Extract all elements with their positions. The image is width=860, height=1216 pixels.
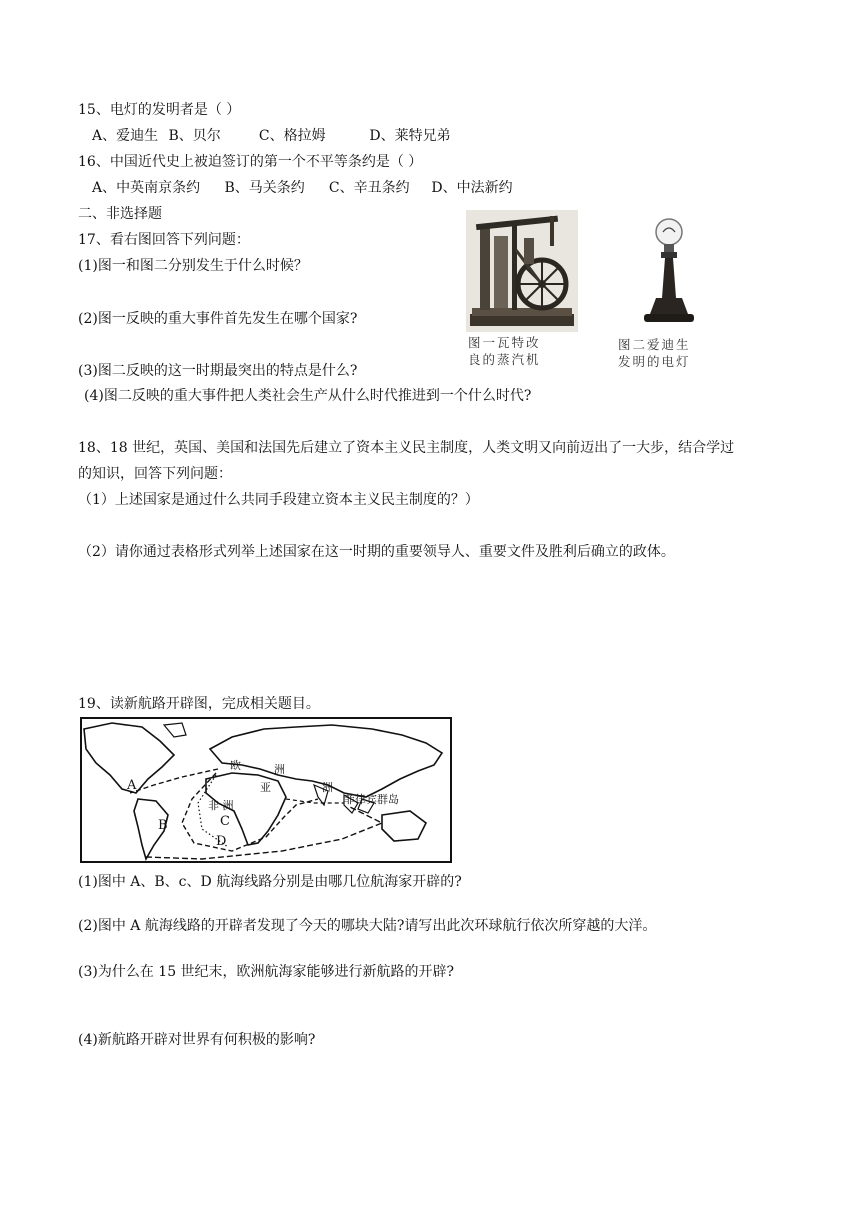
map-label-d: D [216, 834, 227, 849]
map-label-philippines: 菲律宾群岛 [344, 793, 399, 806]
q15-option-c: C、格拉姆 [258, 128, 326, 144]
figure1-caption [468, 334, 541, 368]
map-label-asia-1: 亚 [260, 781, 271, 794]
map-label-asia-3: 洲 [322, 781, 333, 794]
q16-question: 16、中国近代史上被迫签订的第一个不平等条约是（ ） [78, 154, 423, 170]
q19-sub2: (2)图中 A 航海线路的开辟者发现了今天的哪块大陆?请写出此次环球航行依次所穿越的大洋。 [78, 918, 657, 934]
steam-engine-figure [466, 210, 578, 332]
q18-stem-line1: 18、18 世纪，英国、美国和法国先后建立了资本主义民主制度，人类文明又向前迈出了一大步，结合学过 [78, 440, 735, 456]
q16-option-d: D、中法新约 [431, 180, 513, 196]
map-label-c: C [220, 814, 230, 829]
q17-sub2: (2)图一反映的重大事件首先发生在哪个国家? [78, 311, 358, 327]
q15-option-a: A、爱迪生 [92, 128, 159, 144]
figure1-caption-line2: 良的蒸汽机 [468, 352, 541, 367]
figure2-caption-line2: 发明的电灯 [618, 354, 691, 369]
figure2-caption [618, 336, 691, 370]
q15-question: 15、电灯的发明者是（ ） [78, 102, 241, 118]
q16-option-c: C、辛丑条约 [328, 180, 410, 196]
q19-stem: 19、读新航路开辟图，完成相关题目。 [78, 696, 320, 712]
q15-option-b: B、贝尔 [168, 128, 221, 144]
q19-sub4: (4)新航路开辟对世界有何积极的影响? [78, 1032, 316, 1048]
map-label-africa: 非 洲 [208, 799, 234, 812]
q18-stem-line2: 的知识，回答下列问题： [78, 466, 232, 482]
q17-sub3: (3)图二反映的这一时期最突出的特点是什么? [78, 363, 358, 379]
q17-sub4: (4)图二反映的重大事件把人类社会生产从什么时代推进到一个什么时代? [84, 388, 532, 404]
light-bulb-figure [636, 210, 700, 332]
q18-sub1: （1）上述国家是通过什么共同手段建立资本主义民主制度的？） [78, 492, 479, 508]
q17-stem: 17、看右图回答下列问题： [78, 232, 250, 248]
figure2-caption-line1: 图二爱迪生 [618, 337, 691, 352]
section-heading: 二、非选择题 [78, 206, 162, 222]
map-label-asia-2: 洲 [274, 763, 285, 776]
q18-sub2: （2）请你通过表格形式列举上述国家在这一时期的重要领导人、重要文件及胜利后确立的政体。 [78, 544, 675, 560]
q19-sub3: (3)为什么在 15 世纪末，欧洲航海家能够进行新航路的开辟? [78, 964, 455, 980]
light-bulb-image [636, 210, 700, 332]
new-routes-map [80, 717, 452, 863]
q16-options [92, 178, 513, 198]
q17-sub1: (1)图一和图二分别发生于什么时候？ [78, 258, 308, 274]
map-label-europe: 欧 [230, 759, 241, 772]
q16-option-b: B、马关条约 [224, 180, 305, 196]
map-label-b: B [158, 818, 168, 833]
map-label-a: A [127, 778, 137, 793]
q19-sub1: (1)图中 A、B、c、D 航海线路分别是由哪几位航海家开辟的? [78, 874, 462, 890]
steam-engine-image [466, 210, 578, 332]
q15-options [92, 126, 451, 146]
q16-option-a: A、中英南京条约 [92, 180, 201, 196]
figure1-caption-line1: 图一瓦特改 [468, 335, 541, 350]
q15-option-d: D、莱特兄弟 [369, 128, 451, 144]
